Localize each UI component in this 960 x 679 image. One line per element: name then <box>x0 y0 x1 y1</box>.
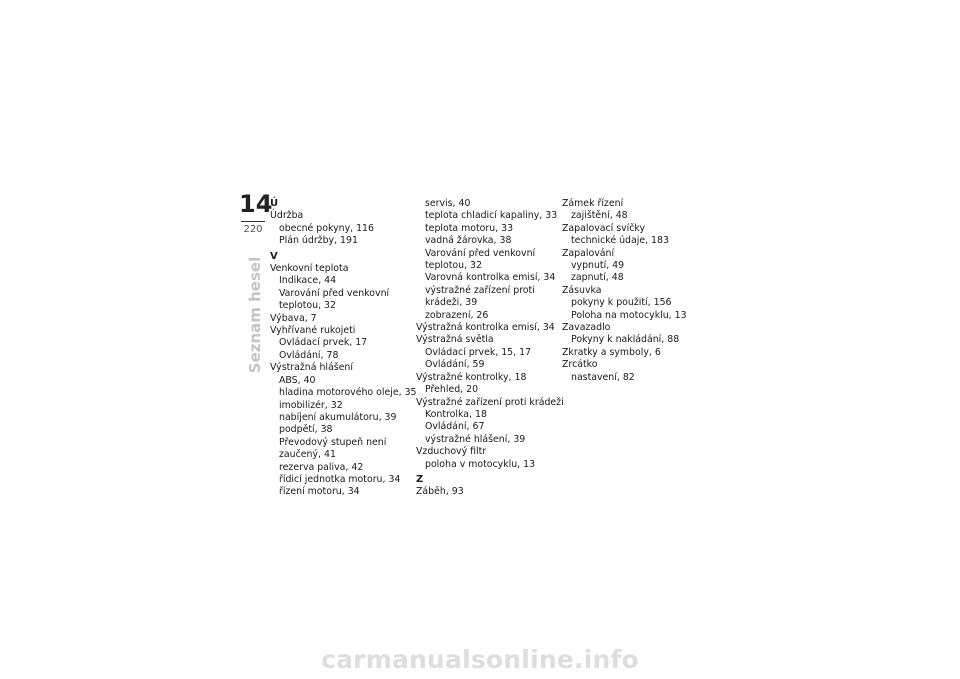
index-subentry: imobilizér, 32 <box>279 399 343 411</box>
index-entry: Záběh, 93 <box>416 486 464 498</box>
index-subentry: pokyny k použití, 156 <box>571 297 672 309</box>
index-entry: Výstražná světla <box>416 334 494 346</box>
index-entry: Zapalování <box>562 247 615 259</box>
page-number: 220 <box>243 224 263 235</box>
index-subentry: řízení motoru, 34 <box>279 486 360 498</box>
index-subentry: Plán údržby, 191 <box>279 235 358 247</box>
chapter-number: 14 <box>239 190 273 218</box>
index-subentry: Varovná kontrolka emisí, 34 <box>425 272 556 284</box>
index-entry: Výbava, 7 <box>270 312 317 324</box>
index-letter-heading: V <box>270 250 278 262</box>
index-subentry: servis, 40 <box>425 198 471 209</box>
index-subentry: výstražné hlášení, 39 <box>425 433 526 445</box>
index-entry: Zrcátko <box>562 359 598 371</box>
index-subentry: zaučený, 41 <box>279 449 336 461</box>
index-entry: Zásuvka <box>562 284 602 296</box>
section-title-vertical: Seznam hesel <box>246 256 264 374</box>
index-subentry: technické údaje, 183 <box>571 235 669 247</box>
index-entry: Venkovní teplota <box>270 263 349 275</box>
index-subentry: Ovládání, 59 <box>425 359 485 371</box>
index-entry: Výstražná kontrolka emisí, 34 <box>416 322 555 334</box>
index-subentry: Poloha na motocyklu, 13 <box>571 309 687 321</box>
index-subentry: vadná žárovka, 38 <box>425 235 512 247</box>
index-subentry: teplota chladicí kapaliny, 33 <box>425 210 558 222</box>
index-subentry: Ovládání, 78 <box>279 349 339 361</box>
index-subentry: zajištění, 48 <box>571 210 628 222</box>
index-subentry: teplota motoru, 33 <box>425 222 514 234</box>
index-subentry: Pokyny k nakládání, 88 <box>571 334 680 346</box>
index-subentry: Přehled, 20 <box>425 384 479 396</box>
index-entry: Zapalovací svíčky <box>562 222 646 234</box>
index-letter-heading: Z <box>416 473 424 485</box>
index-subentry: teplotou, 32 <box>425 260 482 272</box>
index-subentry: vypnutí, 49 <box>571 260 625 272</box>
index-subentry: Převodový stupeň není <box>279 436 387 448</box>
index-column-3 <box>562 198 707 384</box>
index-subentry: výstražné zařízení proti <box>425 284 535 296</box>
index-subentry: nabíjení akumulátoru, 39 <box>279 411 397 423</box>
chapter-divider <box>241 221 265 222</box>
index-entry: Výstražné kontrolky, 18 <box>416 371 527 383</box>
index-subentry: hladina motorového oleje, 35 <box>279 387 417 399</box>
index-entry: Vyhřívané rukojeti <box>270 325 356 337</box>
index-subentry: podpětí, 38 <box>279 424 333 436</box>
index-subentry: nastavení, 82 <box>571 371 635 383</box>
index-subentry: Indikace, 44 <box>279 275 337 287</box>
index-subentry: ABS, 40 <box>279 374 316 386</box>
index-subentry: Varování před venkovní <box>425 247 536 259</box>
index-entry: Výstražná hlášení <box>270 362 353 374</box>
index-subentry: Ovládání, 67 <box>425 421 485 433</box>
index-subentry: zapnutí, 48 <box>571 272 624 284</box>
index-subentry: teplotou, 32 <box>279 300 336 312</box>
index-entry: Zkratky a symboly, 6 <box>562 346 661 358</box>
index-subentry: Kontrolka, 18 <box>425 408 487 420</box>
index-subentry: poloha v motocyklu, 13 <box>425 458 536 470</box>
index-subentry: obecné pokyny, 116 <box>279 222 374 234</box>
index-subentry: krádeži, 39 <box>425 297 478 309</box>
index-entry: Výstražné zařízení proti krádeži <box>416 396 564 408</box>
index-column-2 <box>416 198 564 499</box>
index-subentry: rezerva paliva, 42 <box>279 461 364 473</box>
index-entry: Vzduchový filtr <box>416 446 487 458</box>
index-subentry: zobrazení, 26 <box>425 309 489 321</box>
index-letter-heading: Ú <box>270 198 279 209</box>
index-subentry: Ovládací prvek, 17 <box>279 337 368 349</box>
watermark: carmanualsonline.info <box>321 645 639 674</box>
index-entry: Údržba <box>270 210 304 222</box>
index-entry: Zavazadlo <box>562 322 611 334</box>
index-entry: Zámek řízení <box>562 198 624 209</box>
index-subentry: Varování před venkovní <box>279 287 390 299</box>
index-column-1 <box>270 198 415 499</box>
index-subentry: řídicí jednotka motoru, 34 <box>279 473 401 485</box>
index-subentry: Ovládací prvek, 15, 17 <box>425 346 532 358</box>
